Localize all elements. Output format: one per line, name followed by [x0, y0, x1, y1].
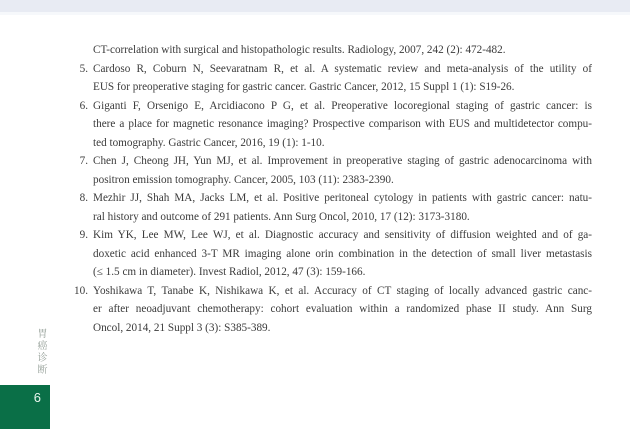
reference-number: 5.: [79, 62, 88, 75]
reference-line: Giganti F, Orsenigo E, Arcidiacono P G, et al. Preoperative locoregional staging of gastric cancer: is: [93, 99, 592, 112]
reference-number: 9.: [79, 229, 88, 241]
reference-number: 6.: [79, 99, 88, 112]
reference-line: Yoshikawa T, Tanabe K, Nishikawa K, et al. Accuracy of CT staging of locally advanced gastric canc-: [93, 284, 592, 297]
reference-list: [74, 41, 592, 337]
reference-number: 7.: [79, 155, 88, 167]
reference-item: [79, 189, 592, 226]
reference-item: [74, 282, 592, 338]
reference-line: Cardoso R, Coburn N, Seevaratnam R, et al. A systematic review and meta-analysis of the utility of: [93, 62, 592, 75]
reference-line: EUS for preoperative staging for gastric cancer. Gastric Cancer, 2012, 15 Suppl 1 (1): S19-26.: [93, 81, 515, 93]
reference-line: Chen J, Cheong JH, Yun MJ, et al. Improvement in preoperative staging of gastric adenocarcinoma with: [93, 155, 592, 167]
page-number: 6: [33, 390, 41, 405]
reference-line: Kim YK, Lee MW, Lee WJ, et al. Diagnostic accuracy and sensitivity of diffusion weighted and of ga-: [93, 229, 592, 241]
reference-line: positron emission tomography. Cancer, 2005, 103 (11): 2383-2390.: [93, 173, 394, 186]
reference-number: 10.: [74, 284, 88, 297]
reference-item: [93, 41, 592, 60]
reference-item: [79, 60, 592, 97]
page-header-band: [0, 0, 630, 15]
reference-item: [79, 97, 592, 153]
page-number-box: [0, 385, 50, 429]
chapter-vertical-label: 胃癌诊断: [35, 328, 46, 376]
reference-line: (≤ 1.5 cm in diameter). Invest Radiol, 2012, 47 (3): 159-166.: [93, 266, 366, 278]
reference-number: 8.: [79, 192, 88, 204]
reference-line: CT-correlation with surgical and histopathologic results. Radiology, 2007, 242 (2): 472-482.: [93, 44, 506, 56]
reference-line: er after neoadjuvant chemotherapy: cohort evaluation within a randomized phase II study. Ann Surg: [93, 303, 592, 315]
reference-line: ted tomography. Gastric Cancer, 2016, 19 (1): 1-10.: [93, 136, 325, 149]
reference-line: ral history and outcome of 291 patients. Ann Surg Oncol, 2010, 17 (12): 3173-3180.: [93, 210, 470, 223]
reference-line: Oncol, 2014, 21 Suppl 3 (3): S385-389.: [93, 321, 271, 334]
reference-item: [79, 152, 592, 189]
reference-line: Mezhir JJ, Shah MA, Jacks LM, et al. Positive peritoneal cytology in patients with gastric cancer: natu-: [93, 192, 592, 204]
reference-item: [79, 226, 592, 282]
reference-line: there a place for magnetic resonance imaging? Prospective comparison with EUS and multidetector compu-: [93, 118, 592, 130]
reference-line: doxetic acid enhanced 3-T MR imaging alone orin combination in the detection of small liver metastasis: [93, 247, 592, 260]
